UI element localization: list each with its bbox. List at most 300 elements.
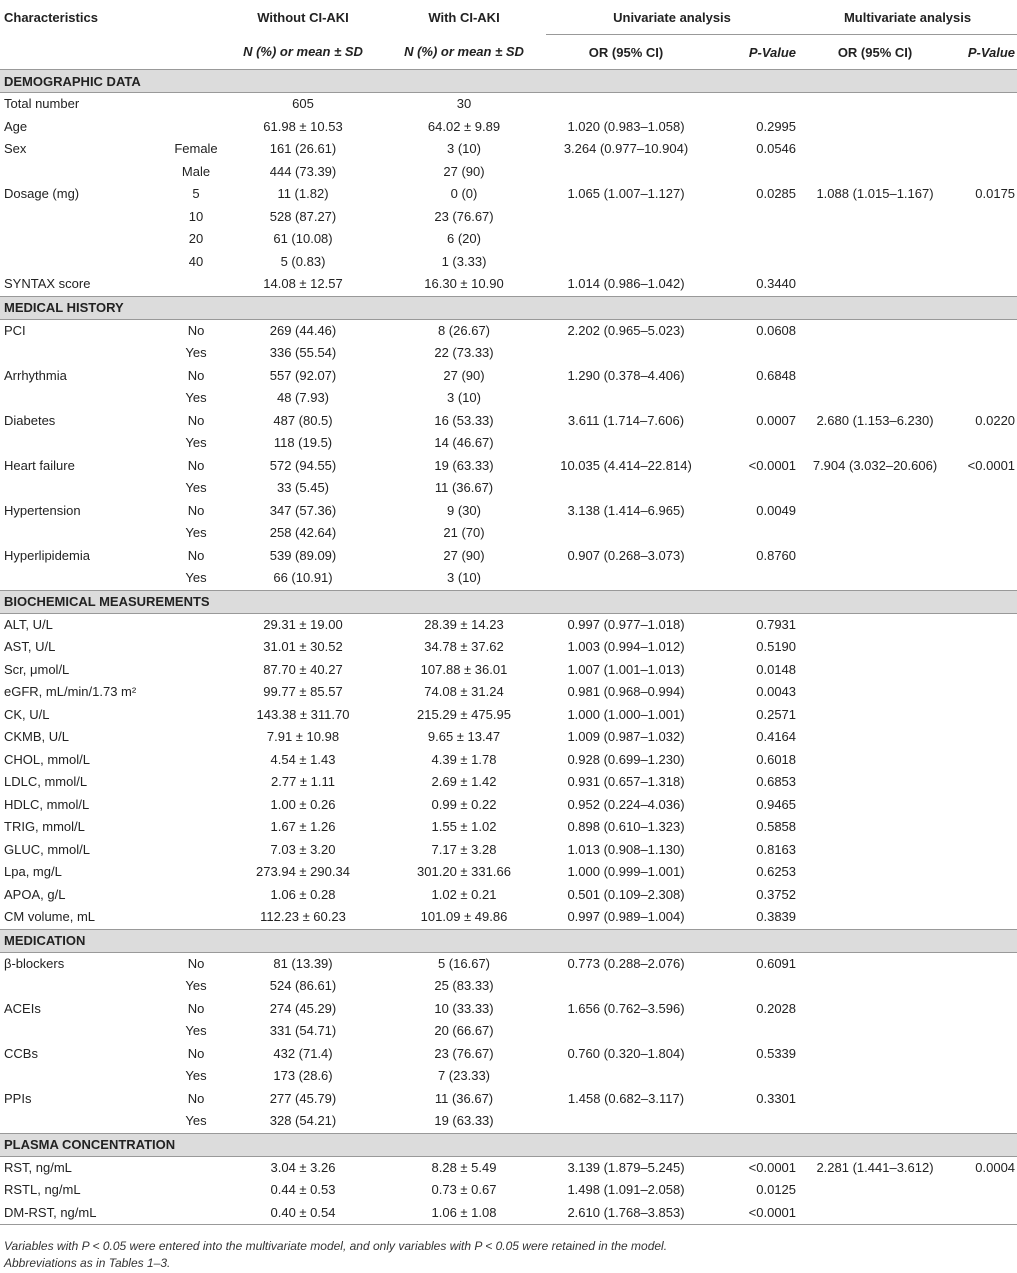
cell-p-multi	[952, 365, 1017, 388]
cell-p-uni: 0.6253	[756, 864, 797, 880]
cell-p-multi	[952, 522, 1017, 545]
cell-or-uni	[546, 975, 706, 998]
row-sublabel: No	[187, 502, 205, 518]
cell-with: 11 (36.67)	[434, 1090, 494, 1106]
footnote-line-2: Abbreviations as in Tables 1–3.	[4, 1256, 171, 1270]
cell-with: 3 (10)	[447, 390, 481, 406]
row-label: Age	[4, 118, 28, 134]
cell-p-uni: 0.3301	[756, 1090, 797, 1106]
cell-without: 0.40 ± 0.54	[224, 1202, 382, 1225]
cell-without: 161 (26.61)	[269, 141, 337, 157]
cell-with: 27 (90)	[443, 547, 485, 563]
cell-without: 7.91 ± 10.98	[266, 729, 340, 745]
row-sublabel: 10	[188, 208, 204, 224]
table-row	[0, 183, 1017, 206]
row-label: TRIG, mmol/L	[4, 819, 85, 835]
cell-with: 7.17 ± 3.28	[431, 841, 497, 857]
cell-with: 215.29 ± 475.95	[417, 706, 511, 722]
cell-p-uni: 0.0148	[756, 661, 797, 677]
table-row	[0, 884, 1017, 907]
table-row	[0, 749, 1017, 772]
row-label: Lpa, mg/L	[4, 864, 62, 880]
table-row	[0, 228, 1017, 251]
cell-or-multi: 7.904 (3.032–20.606)	[812, 457, 938, 473]
cell-p-multi	[952, 839, 1017, 862]
cell-p-uni: 0.3752	[756, 886, 797, 902]
cell-or-multi	[798, 771, 952, 794]
table-row	[0, 794, 1017, 817]
cell-or-uni: 1.458 (0.682–3.117)	[567, 1090, 685, 1106]
cell-with: 64.02 ± 9.89	[427, 118, 501, 134]
cell-or-multi	[798, 998, 952, 1021]
cell-with: 0.99 ± 0.22	[431, 796, 497, 812]
header-or-multi: OR (95% CI)	[798, 35, 952, 70]
cell-without: 432 (71.4)	[273, 1045, 333, 1061]
row-label	[0, 567, 168, 590]
cell-p-uni: 0.0546	[756, 141, 797, 157]
cell-with: 19 (63.33)	[434, 457, 494, 473]
row-label	[0, 477, 168, 500]
row-sublabel	[168, 1156, 224, 1179]
cell-without: 14.08 ± 12.57	[263, 276, 343, 292]
header-p-uni: P-Value	[706, 35, 798, 70]
cell-or-uni: 3.264 (0.977–10.904)	[563, 141, 689, 157]
row-sublabel: Yes	[185, 1023, 207, 1039]
cell-or-uni	[546, 228, 706, 251]
cell-p-uni: 0.2571	[756, 706, 797, 722]
cell-with: 2.69 ± 1.42	[431, 774, 497, 790]
cell-or-multi	[798, 138, 952, 161]
cell-with: 9.65 ± 13.47	[427, 729, 501, 745]
cell-p-multi	[952, 387, 1017, 410]
cell-or-uni	[546, 1020, 706, 1043]
row-sublabel	[168, 681, 224, 704]
cell-or-multi	[798, 749, 952, 772]
cell-p-multi	[952, 794, 1017, 817]
cell-p-multi	[952, 726, 1017, 749]
cell-p-multi	[952, 116, 1017, 139]
cell-with: 0.73 ± 0.67	[431, 1182, 497, 1198]
table-body	[0, 70, 1017, 1225]
cell-or-uni: 0.997 (0.989–1.004)	[567, 909, 685, 925]
cell-p-uni: 0.6853	[756, 774, 797, 790]
cell-with: 16.30 ± 10.90	[424, 276, 504, 292]
row-sublabel	[168, 93, 224, 116]
row-label: LDLC, mmol/L	[4, 774, 88, 790]
cell-p-multi	[952, 319, 1017, 342]
cell-or-uni	[546, 206, 706, 229]
cell-with: 23 (76.67)	[434, 1045, 494, 1061]
cell-with: 1.06 ± 1.08	[382, 1202, 546, 1225]
row-sublabel: Yes	[185, 525, 207, 541]
cell-without: 1.00 ± 0.26	[270, 796, 336, 812]
cell-p-uni	[706, 93, 798, 116]
cell-or-uni	[546, 522, 706, 545]
row-label	[0, 342, 168, 365]
table-row	[0, 1179, 1017, 1202]
table-row	[0, 522, 1017, 545]
cell-p-uni	[706, 251, 798, 274]
cell-or-uni: 1.000 (0.999–1.001)	[567, 864, 685, 880]
cell-or-multi	[798, 1043, 952, 1066]
cell-or-uni	[546, 342, 706, 365]
cell-or-multi	[798, 365, 952, 388]
table-row	[0, 1065, 1017, 1088]
cell-p-uni	[706, 432, 798, 455]
row-label: DM-RST, ng/mL	[0, 1202, 168, 1225]
cell-without: 336 (55.54)	[269, 345, 337, 361]
cell-p-multi	[952, 659, 1017, 682]
cell-with: 16 (53.33)	[434, 412, 494, 428]
cell-without: 11 (1.82)	[277, 186, 329, 202]
cell-p-uni	[706, 1110, 798, 1133]
row-sublabel: No	[187, 955, 205, 971]
row-label: AST, U/L	[4, 639, 56, 655]
header-characteristics: Characteristics	[4, 9, 98, 25]
cell-p-uni	[706, 477, 798, 500]
cell-with: 30	[456, 96, 472, 112]
row-label: GLUC, mmol/L	[4, 841, 90, 857]
cell-or-uni: 0.931 (0.657–1.318)	[567, 774, 685, 790]
row-sublabel	[168, 704, 224, 727]
cell-p-uni: 0.0125	[756, 1182, 797, 1198]
cell-p-multi	[952, 952, 1017, 975]
section-header	[0, 70, 1017, 93]
cell-p-multi	[952, 206, 1017, 229]
cell-with: 1.02 ± 0.21	[431, 886, 497, 902]
table-row	[0, 839, 1017, 862]
row-sublabel	[168, 816, 224, 839]
cell-p-multi	[952, 681, 1017, 704]
cell-without: 143.38 ± 311.70	[256, 706, 350, 722]
cell-with: 5 (16.67)	[437, 955, 491, 971]
cell-or-uni: 2.202 (0.965–5.023)	[567, 322, 685, 338]
cell-or-uni: 1.003 (0.994–1.012)	[567, 639, 685, 655]
cell-with: 301.20 ± 331.66	[417, 864, 511, 880]
table-row	[0, 906, 1017, 929]
cell-or-multi	[798, 704, 952, 727]
table-row	[0, 365, 1017, 388]
cell-or-uni: 1.014 (0.986–1.042)	[567, 276, 685, 292]
row-label: Diabetes	[4, 412, 56, 428]
cell-with: 23 (76.67)	[434, 208, 494, 224]
cell-or-multi	[798, 116, 952, 139]
cell-without: 258 (42.64)	[269, 525, 337, 541]
cell-p-uni	[706, 342, 798, 365]
row-sublabel: No	[187, 1000, 205, 1016]
header-univariate: Univariate analysis	[613, 9, 731, 25]
table-row	[0, 1088, 1017, 1111]
row-sublabel: Yes	[185, 480, 207, 496]
section-title: MEDICATION	[0, 929, 1017, 952]
cell-p-multi	[952, 342, 1017, 365]
row-sublabel: Female	[174, 141, 218, 157]
row-label	[0, 161, 168, 184]
table-row	[0, 567, 1017, 590]
row-sublabel: Male	[181, 163, 211, 179]
row-label: Scr, μmol/L	[4, 661, 70, 677]
cell-without: 81 (13.39)	[273, 955, 333, 971]
cell-p-uni: 0.5339	[756, 1045, 797, 1061]
row-label: SYNTAX score	[4, 276, 91, 292]
cell-without: 274 (45.29)	[269, 1000, 337, 1016]
row-label: β-blockers	[4, 955, 65, 971]
cell-without: 61.98 ± 10.53	[263, 118, 343, 134]
table-row	[0, 1110, 1017, 1133]
header-p-multi: P-Value	[952, 35, 1017, 70]
cell-or-multi	[798, 681, 952, 704]
row-sublabel: Yes	[185, 1068, 207, 1084]
cell-without: 1.67 ± 1.26	[270, 819, 336, 835]
row-sublabel	[168, 659, 224, 682]
table-row	[0, 1156, 1017, 1179]
table-row	[0, 387, 1017, 410]
cell-or-multi	[798, 1179, 952, 1202]
cell-or-uni	[546, 161, 706, 184]
cell-without: 48 (7.93)	[276, 390, 330, 406]
cell-p-multi	[952, 884, 1017, 907]
row-label: RSTL, ng/mL	[4, 1182, 81, 1198]
cell-or-multi	[798, 839, 952, 862]
row-label	[0, 1065, 168, 1088]
cell-or-uni	[546, 1110, 706, 1133]
table-row	[0, 659, 1017, 682]
table-row	[0, 771, 1017, 794]
table-row	[0, 477, 1017, 500]
cell-without: 528 (87.27)	[269, 208, 337, 224]
cell-with: 21 (70)	[443, 525, 485, 541]
cell-or-uni	[546, 1065, 706, 1088]
cell-p-multi	[952, 1020, 1017, 1043]
row-sublabel	[168, 1202, 224, 1225]
header-without: Without CI-AKI	[257, 9, 349, 25]
cell-or-multi	[798, 1088, 952, 1111]
cell-p-multi	[952, 771, 1017, 794]
cell-or-uni: 3.611 (1.714–7.606)	[567, 412, 685, 428]
cell-or-multi	[798, 319, 952, 342]
cell-p-uni	[706, 206, 798, 229]
row-label: ACEIs	[4, 1000, 41, 1016]
cell-or-uni: 0.981 (0.968–0.994)	[567, 684, 685, 700]
cell-p-multi	[952, 816, 1017, 839]
header-stat-with: N (%) or mean ± SD	[404, 44, 524, 60]
header-or-uni: OR (95% CI)	[546, 35, 706, 70]
cell-p-uni	[706, 387, 798, 410]
row-sublabel	[168, 726, 224, 749]
table-row	[0, 975, 1017, 998]
row-label	[0, 975, 168, 998]
cell-p-uni	[706, 1065, 798, 1088]
cell-p-uni: 0.5858	[756, 819, 797, 835]
row-label	[0, 1110, 168, 1133]
cell-with: 7 (23.33)	[437, 1068, 491, 1084]
row-label: Total number	[4, 96, 80, 112]
cell-or-uni: 0.898 (0.610–1.323)	[567, 819, 685, 835]
row-sublabel: Yes	[185, 390, 207, 406]
row-label	[0, 228, 168, 251]
cell-p-uni: 0.0049	[756, 502, 797, 518]
cell-or-multi	[798, 387, 952, 410]
cell-p-uni: 0.0608	[756, 322, 797, 338]
cell-or-multi	[798, 500, 952, 523]
row-sublabel	[168, 273, 224, 296]
cell-with: 1.55 ± 1.02	[431, 819, 497, 835]
footnote	[4, 1238, 667, 1272]
row-label: Arrhythmia	[4, 367, 67, 383]
row-label: CKMB, U/L	[4, 729, 70, 745]
cell-p-multi	[952, 1065, 1017, 1088]
cell-p-multi	[952, 613, 1017, 636]
cell-or-uni: 0.928 (0.699–1.230)	[567, 751, 685, 767]
cell-p-uni	[706, 567, 798, 590]
cell-p-multi: 0.0220	[975, 412, 1016, 428]
row-sublabel: No	[187, 367, 205, 383]
cell-or-uni	[546, 251, 706, 274]
cell-with: 3 (10)	[447, 141, 481, 157]
cell-or-multi	[798, 342, 952, 365]
row-sublabel: 40	[188, 253, 204, 269]
row-sublabel	[168, 794, 224, 817]
cell-or-multi: 2.680 (1.153–6.230)	[816, 412, 934, 428]
cell-p-multi	[952, 1202, 1017, 1225]
cell-p-multi	[952, 1110, 1017, 1133]
table-row	[0, 636, 1017, 659]
row-label: CM volume, mL	[4, 909, 96, 925]
table-row	[0, 726, 1017, 749]
table-row	[0, 251, 1017, 274]
cell-with: 27 (90)	[443, 367, 485, 383]
cell-p-uni: 0.8760	[756, 547, 797, 563]
row-label	[0, 387, 168, 410]
cell-or-multi	[798, 1020, 952, 1043]
cell-without: 99.77 ± 85.57	[263, 684, 343, 700]
section-header	[0, 296, 1017, 319]
cell-or-multi	[798, 522, 952, 545]
cell-or-multi	[798, 613, 952, 636]
cell-without: 539 (89.09)	[269, 547, 337, 563]
cell-without: 331 (54.71)	[269, 1023, 337, 1039]
cell-or-uni: 3.138 (1.414–6.965)	[567, 502, 685, 518]
cell-or-multi	[798, 251, 952, 274]
cell-or-uni: 2.610 (1.768–3.853)	[546, 1202, 706, 1225]
cell-with: 8 (26.67)	[437, 322, 491, 338]
cell-p-multi	[952, 93, 1017, 116]
cell-p-multi	[952, 138, 1017, 161]
cell-or-multi	[798, 975, 952, 998]
row-label: HDLC, mmol/L	[4, 796, 90, 812]
row-sublabel	[168, 749, 224, 772]
cell-without: 273.94 ± 290.34	[256, 864, 350, 880]
cell-p-uni: 0.6018	[756, 751, 797, 767]
row-sublabel	[168, 884, 224, 907]
cell-or-multi	[798, 726, 952, 749]
section-title: DEMOGRAPHIC DATA	[0, 70, 1017, 93]
cell-p-uni: 0.3839	[756, 909, 797, 925]
table-row	[0, 816, 1017, 839]
cell-without: 328 (54.21)	[269, 1113, 337, 1129]
cell-p-uni: 0.0043	[756, 684, 797, 700]
cell-or-multi	[798, 477, 952, 500]
cell-or-multi	[798, 884, 952, 907]
header-stat-without: N (%) or mean ± SD	[243, 44, 363, 60]
cell-with: 19 (63.33)	[434, 1113, 494, 1129]
cell-without: 173 (28.6)	[273, 1068, 333, 1084]
cell-p-uni	[706, 228, 798, 251]
footnote-line-1: Variables with P < 0.05 were entered into the multivariate model, and only variables with P < 0.05 were retained in the model.	[4, 1239, 668, 1253]
cell-with: 107.88 ± 36.01	[420, 661, 508, 677]
cell-with: 28.39 ± 14.23	[424, 616, 504, 632]
cell-with: 27 (90)	[443, 163, 485, 179]
row-sublabel	[168, 861, 224, 884]
cell-p-multi	[952, 906, 1017, 929]
row-label: PPIs	[4, 1090, 32, 1106]
table-row	[0, 545, 1017, 568]
cell-p-uni: 0.5190	[756, 639, 797, 655]
cell-or-multi	[798, 952, 952, 975]
cell-or-multi	[798, 228, 952, 251]
cell-without: 118 (19.5)	[273, 435, 333, 451]
table-row	[0, 206, 1017, 229]
cell-without: 7.03 ± 3.20	[270, 841, 336, 857]
row-label	[0, 432, 168, 455]
row-sublabel: 20	[188, 231, 204, 247]
cell-with: 11 (36.67)	[434, 480, 494, 496]
cell-or-uni	[546, 93, 706, 116]
cell-p-multi	[952, 273, 1017, 296]
cell-p-uni: 0.9465	[756, 796, 797, 812]
cell-or-uni: 0.760 (0.320–1.804)	[567, 1045, 685, 1061]
cell-or-uni: 1.290 (0.378–4.406)	[567, 367, 685, 383]
cell-or-multi	[798, 636, 952, 659]
cell-without: 487 (80.5)	[273, 412, 333, 428]
cell-p-uni: 0.3440	[756, 276, 797, 292]
section-title: PLASMA CONCENTRATION	[0, 1133, 1017, 1156]
cell-with: 6 (20)	[447, 231, 481, 247]
cell-or-multi	[798, 206, 952, 229]
row-label: Hyperlipidemia	[4, 547, 90, 563]
cell-without: 572 (94.55)	[269, 457, 337, 473]
cell-or-uni: 0.773 (0.288–2.076)	[567, 955, 685, 971]
cell-with: 25 (83.33)	[434, 978, 494, 994]
row-sublabel: Yes	[185, 1113, 207, 1129]
table-row	[0, 455, 1017, 478]
cell-or-uni: 1.498 (1.091–2.058)	[567, 1182, 685, 1198]
row-label: APOA, g/L	[4, 886, 66, 902]
cell-p-multi	[952, 998, 1017, 1021]
section-header	[0, 1133, 1017, 1156]
cell-p-multi: 0.0175	[975, 186, 1016, 202]
row-sublabel	[168, 613, 224, 636]
cell-or-multi	[798, 161, 952, 184]
cell-p-multi	[952, 567, 1017, 590]
row-label: Hypertension	[4, 502, 81, 518]
row-sublabel	[168, 116, 224, 139]
row-label: Sex	[4, 141, 27, 157]
header-multivariate: Multivariate analysis	[843, 9, 972, 25]
row-label: CK, U/L	[4, 706, 50, 722]
table-row	[0, 138, 1017, 161]
row-sublabel: Yes	[185, 435, 207, 451]
cell-or-multi: 1.088 (1.015–1.167)	[816, 186, 934, 202]
cell-p-multi	[952, 1088, 1017, 1111]
cell-p-multi	[952, 704, 1017, 727]
row-sublabel: No	[187, 1045, 205, 1061]
cell-without: 444 (73.39)	[269, 163, 337, 179]
row-label: RST, ng/mL	[4, 1159, 72, 1175]
cell-or-uni: 3.139 (1.879–5.245)	[567, 1159, 685, 1175]
cell-p-uni	[706, 161, 798, 184]
table-row	[0, 116, 1017, 139]
